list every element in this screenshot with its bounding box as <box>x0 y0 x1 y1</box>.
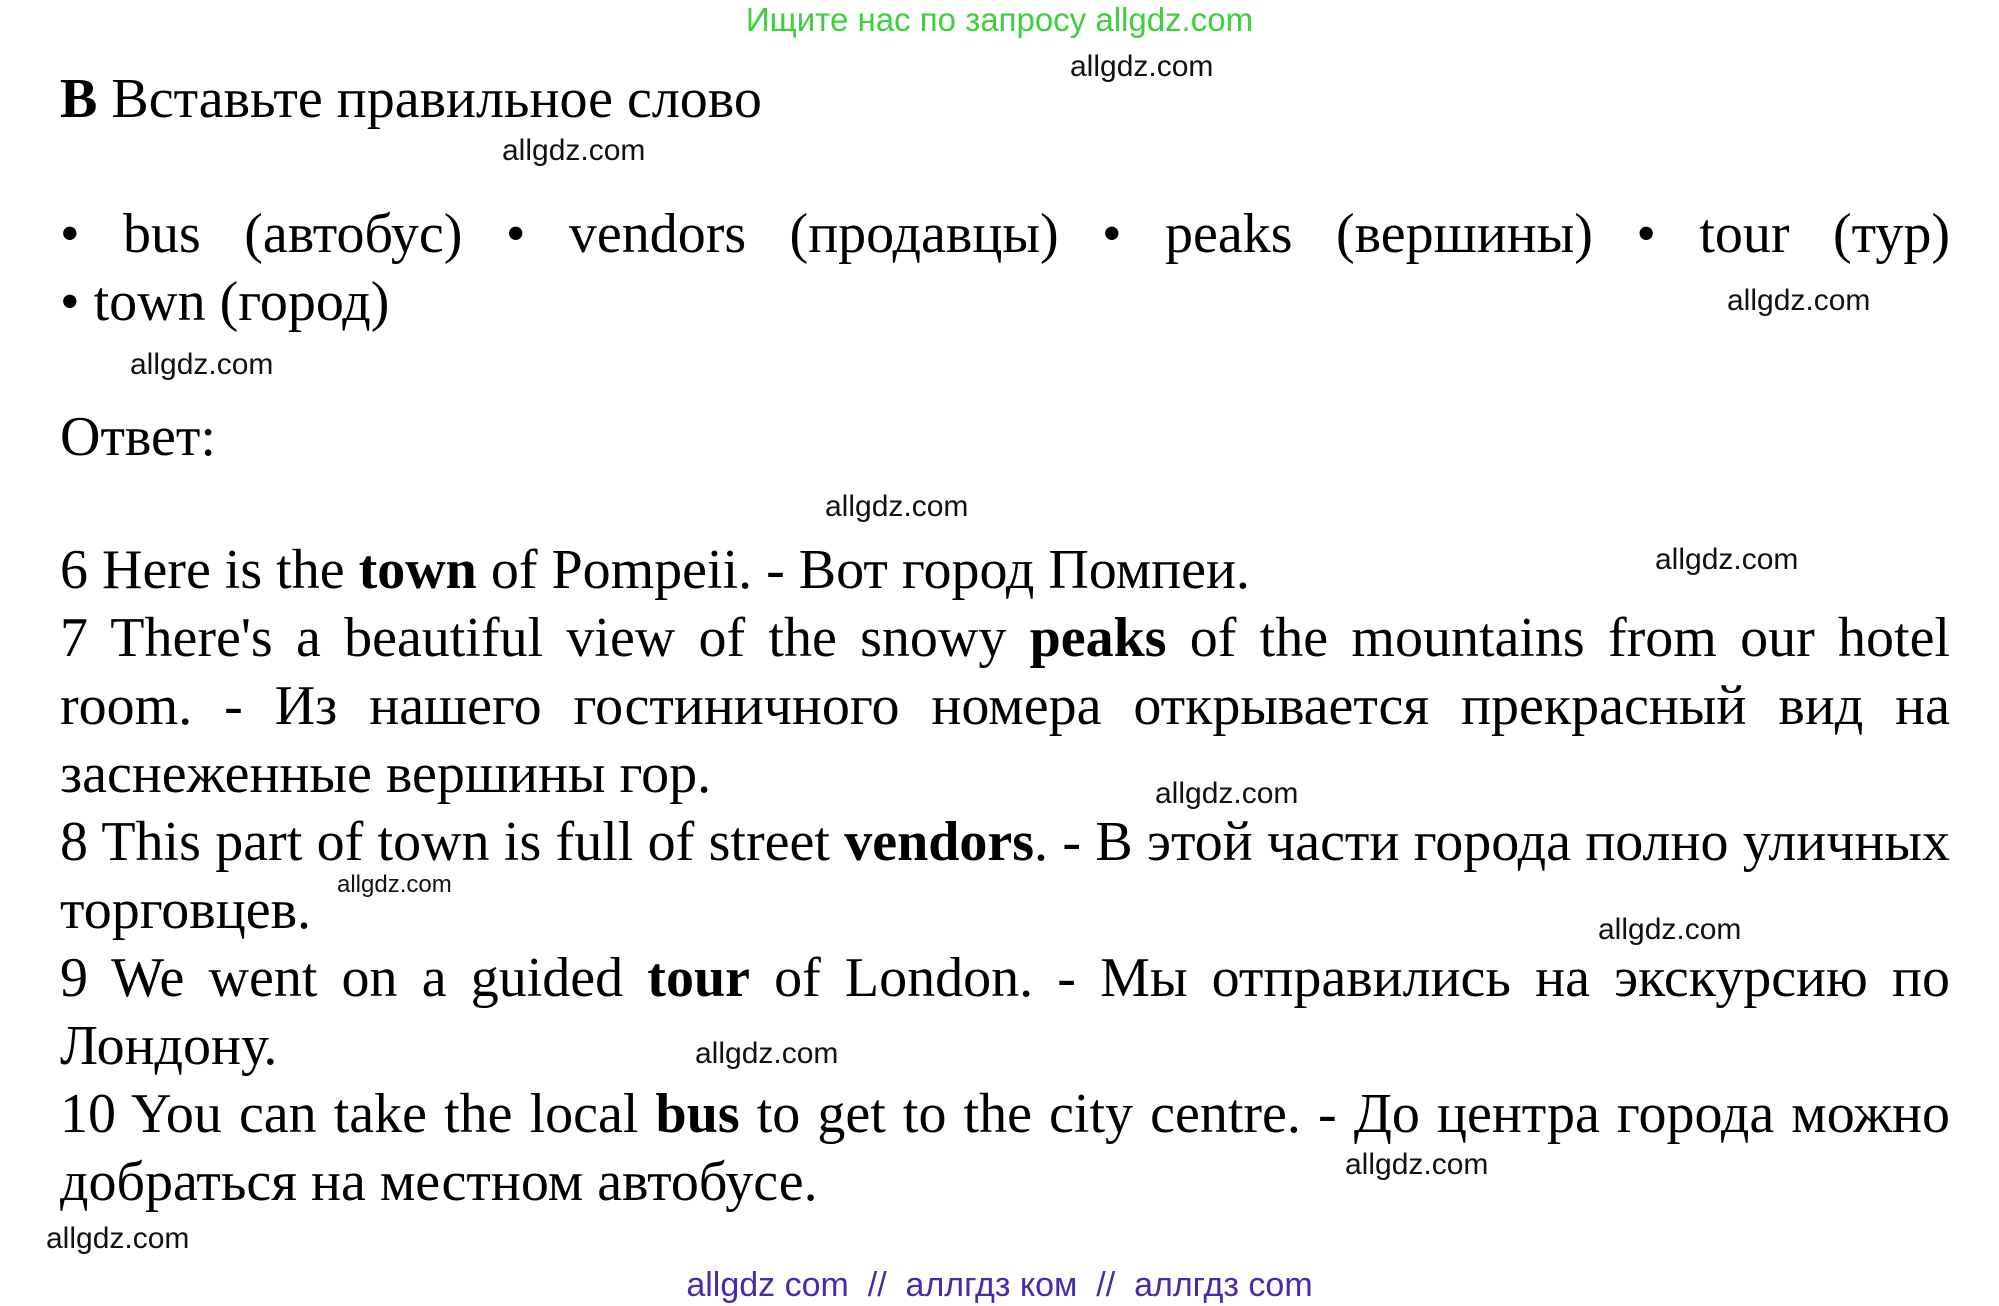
watermark: allgdz.com <box>130 348 274 381</box>
watermark: allgdz.com <box>46 1222 190 1255</box>
answer-keyword: tour <box>647 947 750 1009</box>
watermark: allgdz.com <box>1727 284 1871 317</box>
answer-text: of Pompeii. - Вот город Помпеи. <box>476 539 1250 601</box>
answer-keyword: town <box>358 539 477 601</box>
answer-keyword: bus <box>655 1083 740 1145</box>
word-list <box>60 200 1950 336</box>
watermark: allgdz.com <box>1070 50 1214 83</box>
footer-watermark: allgdz com // аллгдз ком // аллгдз com <box>686 1266 1313 1304</box>
watermark: allgdz.com <box>1155 777 1299 810</box>
answer-text: . - В этой части города полно уличных торговцев. <box>60 811 1951 941</box>
answer-text: 6 Here is the <box>60 539 359 601</box>
watermark: allgdz.com <box>502 134 646 167</box>
word-list-item: • vendors (продавцы) <box>505 203 1059 265</box>
word-list-item: • bus (автобус) <box>60 203 463 265</box>
word-list-item: • tour (тур) <box>1636 203 1951 265</box>
answer-text: to get to the city centre. - До центра города можно добраться на местном автобусе. <box>60 1083 1951 1213</box>
task-letter: B <box>60 68 98 130</box>
answer-item <box>60 604 1950 808</box>
answer-item <box>60 944 1950 1080</box>
watermark: allgdz.com <box>695 1037 839 1070</box>
answer-item <box>60 1080 1950 1216</box>
task-title: Вставьте правильное слово <box>111 68 762 130</box>
answer-text: 8 This part of town is full of street <box>60 811 845 873</box>
watermark: allgdz.com <box>1655 543 1799 576</box>
answer-text: 10 You can take the local <box>60 1083 656 1145</box>
word-list-item: • town (город) <box>60 271 390 333</box>
answer-label: Ответ: <box>60 406 216 468</box>
answer-keyword: vendors <box>844 811 1035 873</box>
word-list-item: • peaks (вершины) <box>1102 203 1593 265</box>
watermark: allgdz.com <box>1345 1148 1489 1181</box>
watermark: allgdz.com <box>825 490 969 523</box>
answer-text: of the mountains from our hotel room. - Из нашего гостиничного номера открывается прекрасный вид на заснеженные вершины гор. <box>60 607 1950 805</box>
top-banner: Ищите нас по запросу allgdz.com <box>745 1 1254 38</box>
answer-text: of London. - Мы отправились на экскурсию по Лондону. <box>60 947 1950 1077</box>
watermark: allgdz.com <box>1598 913 1742 946</box>
answer-keyword: peaks <box>1029 607 1167 669</box>
answer-text: 7 There's a beautiful view of the snowy <box>60 607 1030 669</box>
answer-text: 9 We went on a guided <box>60 947 648 1009</box>
watermark: allgdz.com <box>337 871 452 898</box>
task-heading <box>60 66 762 132</box>
